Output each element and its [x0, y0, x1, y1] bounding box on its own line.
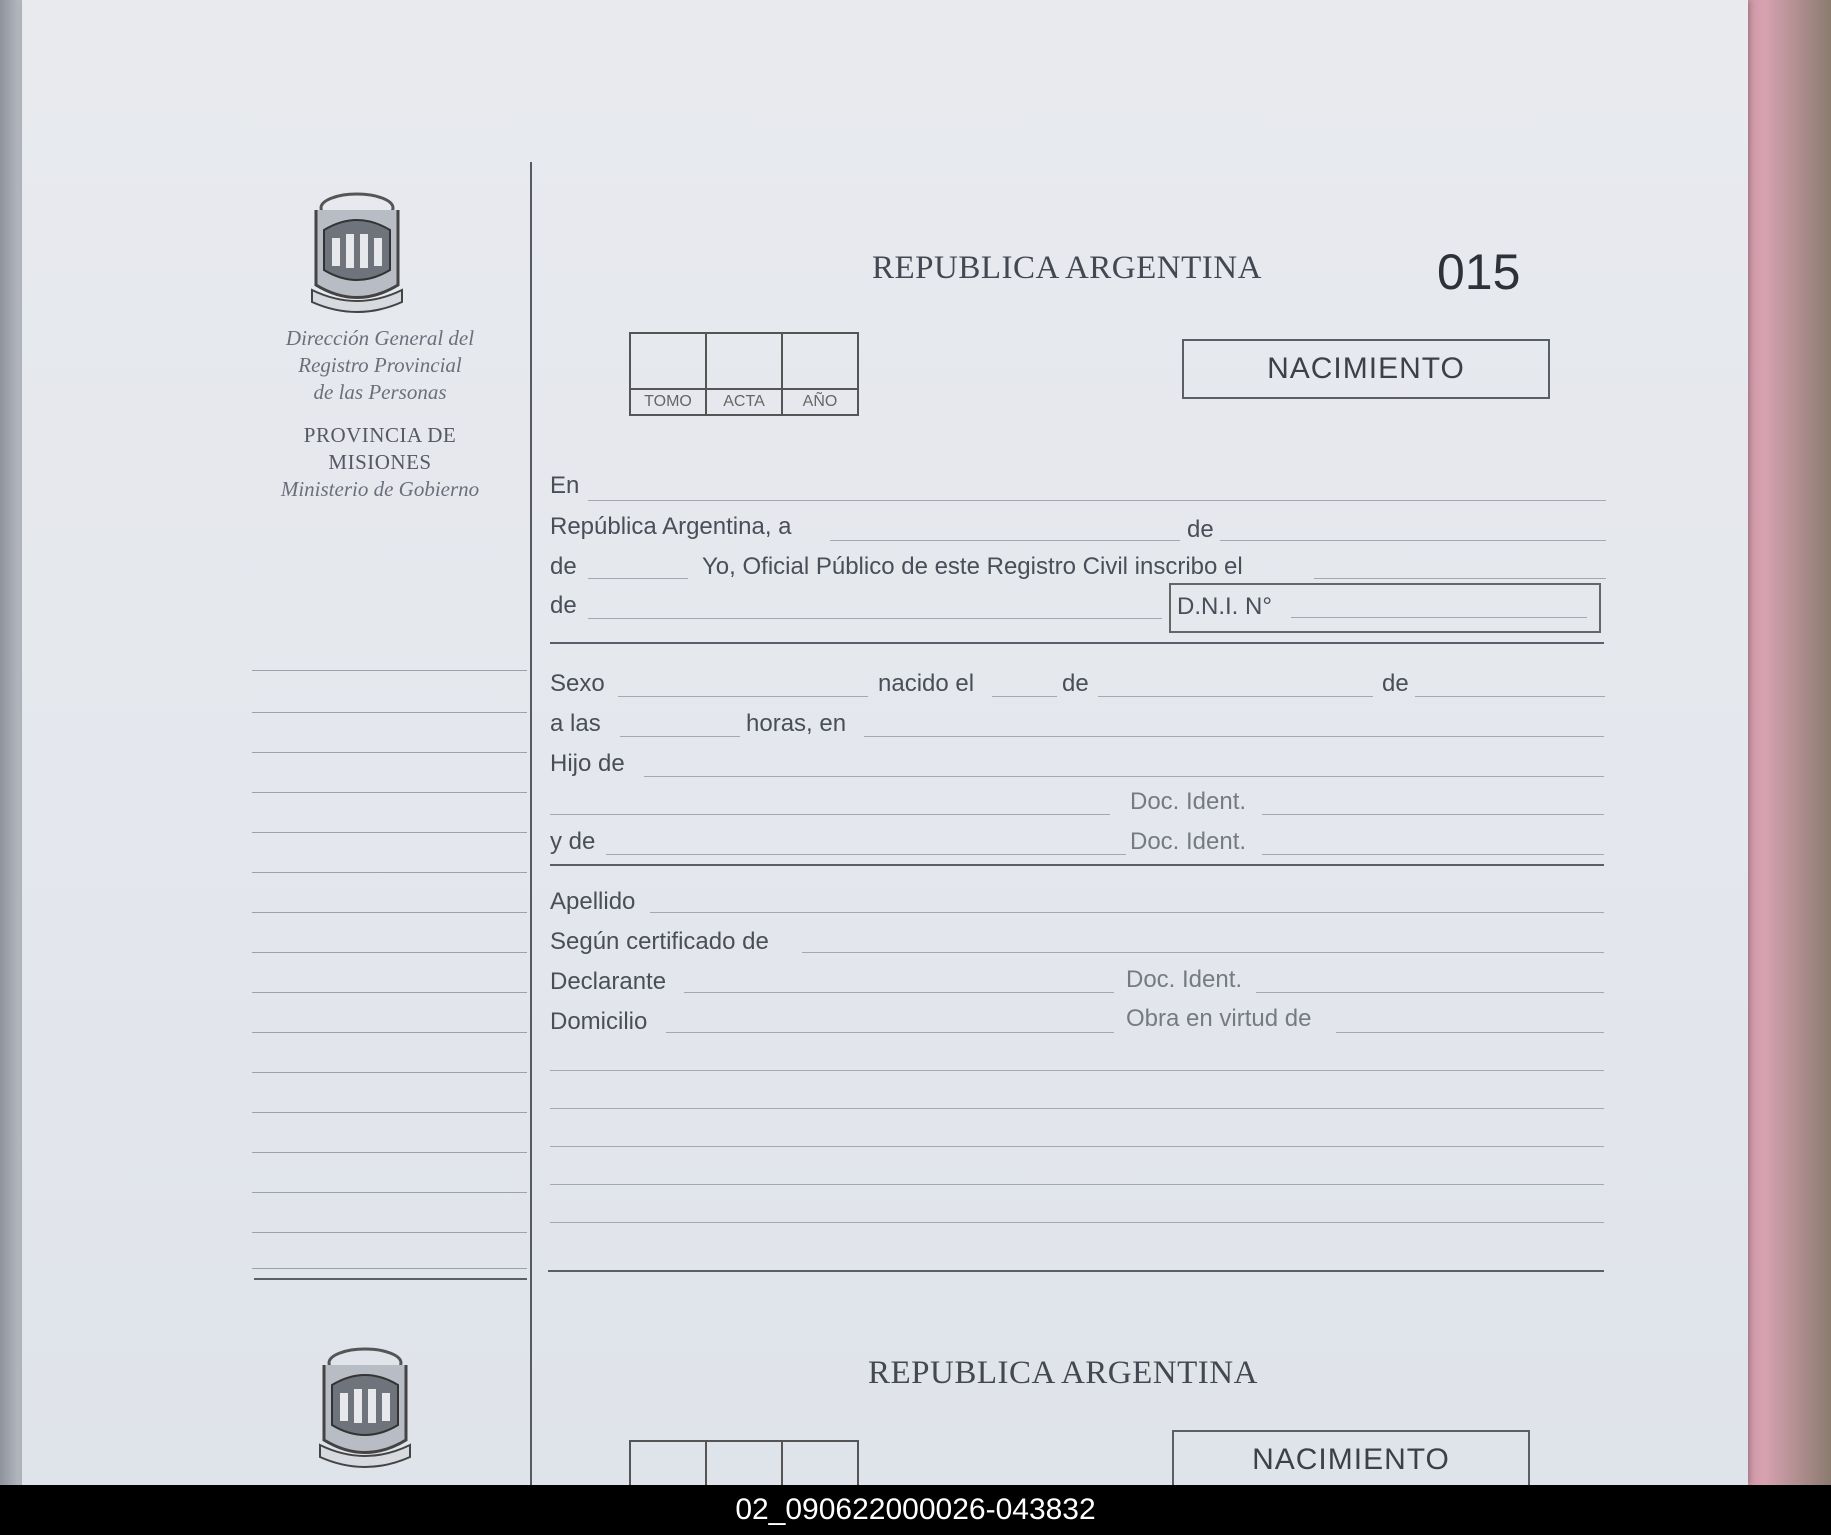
record-type-box-2: NACIMIENTO — [1172, 1430, 1530, 1492]
field-domicilio[interactable] — [666, 1032, 1114, 1033]
field-padre-cont[interactable] — [550, 814, 1110, 815]
observation-line[interactable] — [550, 1146, 1604, 1147]
stub-line[interactable] — [252, 1112, 527, 1113]
field-inscripcion[interactable] — [1314, 578, 1606, 579]
form-number: 015 — [1437, 244, 1521, 300]
stub-line[interactable] — [252, 1152, 527, 1153]
field-declarante-doc[interactable] — [1256, 992, 1604, 993]
field-padre[interactable] — [644, 776, 1604, 777]
observation-line[interactable] — [550, 1070, 1604, 1071]
label-doc-ident-2: Doc. Ident. — [1130, 828, 1247, 855]
tomo-label: TOMO — [631, 388, 705, 414]
stub-line[interactable] — [252, 712, 527, 713]
stub-line[interactable] — [252, 872, 527, 873]
label-sexo: Sexo — [550, 670, 605, 697]
field-hora[interactable] — [620, 736, 740, 737]
department-line-2: Registro Provincial — [298, 353, 462, 377]
registration-boxes — [629, 332, 859, 416]
stub-line[interactable] — [252, 912, 527, 913]
label-alas: a las — [550, 710, 601, 737]
field-declarante[interactable] — [684, 992, 1114, 993]
department-line-3: de las Personas — [313, 380, 447, 404]
department-line-1: Dirección General del — [285, 326, 475, 350]
acta-label: ACTA — [707, 388, 781, 414]
label-y-de: y de — [550, 828, 596, 855]
stub-line[interactable] — [252, 832, 527, 833]
form-title: REPUBLICA ARGENTINA — [872, 250, 1262, 286]
label-de-4: de — [1062, 670, 1089, 697]
label-nacido: nacido el — [878, 670, 975, 697]
stub-line[interactable] — [252, 1032, 527, 1033]
label-de-5: de — [1382, 670, 1409, 697]
field-madre-doc[interactable] — [1262, 854, 1604, 855]
field-anio[interactable] — [588, 578, 688, 579]
image-caption: 02_090622000026-043832 — [0, 1485, 1831, 1535]
field-nacido-mes[interactable] — [1098, 696, 1373, 697]
stub-line[interactable] — [252, 1232, 527, 1233]
label-doc-ident-3: Doc. Ident. — [1126, 966, 1243, 993]
misiones-emblem-icon — [302, 190, 412, 315]
stub-line[interactable] — [252, 1268, 527, 1269]
field-mes[interactable] — [1220, 540, 1606, 541]
province-line-1: PROVINCIA DE — [303, 423, 457, 447]
misiones-emblem-icon — [310, 1345, 420, 1470]
label-declarante: Declarante — [550, 968, 667, 995]
label-obra: Obra en virtud de — [1126, 1005, 1312, 1032]
field-padre-doc[interactable] — [1262, 814, 1604, 815]
ano-box[interactable] — [783, 334, 857, 414]
stub-line[interactable] — [252, 952, 527, 953]
stub-department-text — [250, 325, 510, 503]
section-rule-1 — [550, 642, 1604, 644]
form-2-title: REPUBLICA ARGENTINA — [868, 1355, 1258, 1391]
stub-line[interactable] — [252, 1192, 527, 1193]
record-type-box: NACIMIENTO — [1182, 339, 1550, 399]
acta-box[interactable] — [707, 334, 783, 414]
observation-line[interactable] — [550, 1184, 1604, 1185]
observation-line[interactable] — [550, 1108, 1604, 1109]
field-madre[interactable] — [606, 854, 1126, 855]
field-dni[interactable] — [1291, 617, 1587, 618]
stub-line[interactable] — [252, 1072, 527, 1073]
label-de-1: de — [1187, 516, 1214, 543]
form-bottom-rule — [548, 1270, 1604, 1272]
field-sexo[interactable] — [618, 696, 868, 697]
dni-box[interactable] — [1169, 583, 1601, 633]
label-horas: horas, en — [746, 710, 847, 737]
registry-form-page — [22, 0, 1748, 1485]
field-dia[interactable] — [830, 540, 1180, 541]
field-certificado[interactable] — [802, 952, 1604, 953]
observation-line[interactable] — [550, 1222, 1604, 1223]
stub-line[interactable] — [252, 792, 527, 793]
stub-divider — [530, 162, 532, 1492]
label-doc-ident-1: Doc. Ident. — [1130, 788, 1247, 815]
field-lugar-nacimiento[interactable] — [864, 736, 1604, 737]
stub-line[interactable] — [252, 752, 527, 753]
label-domicilio: Domicilio — [550, 1008, 648, 1035]
field-apellido[interactable] — [650, 912, 1604, 913]
label-hijo: Hijo de — [550, 750, 625, 777]
field-obra[interactable] — [1336, 1032, 1604, 1033]
label-en: En — [550, 472, 580, 499]
province-line-2: MISIONES — [328, 450, 432, 474]
stub-bottom-rule — [254, 1278, 527, 1280]
field-nacido-anio[interactable] — [1415, 696, 1605, 697]
section-rule-2 — [550, 864, 1604, 866]
stub-line[interactable] — [252, 992, 527, 993]
label-apellido: Apellido — [550, 888, 636, 915]
label-oficial: Yo, Oficial Público de este Registro Civil inscribo el — [702, 553, 1243, 580]
label-republica: República Argentina, a — [550, 513, 792, 540]
label-dni: D.N.I. N° — [1177, 593, 1272, 620]
field-nombre-inscripto[interactable] — [588, 618, 1162, 619]
field-nacido-dia[interactable] — [992, 696, 1057, 697]
tomo-box[interactable] — [631, 334, 707, 414]
label-de-2: de — [550, 553, 577, 580]
field-lugar[interactable] — [588, 500, 1606, 501]
ano-label: AÑO — [783, 388, 857, 414]
label-segun: Según certificado de — [550, 928, 769, 955]
label-de-3: de — [550, 592, 577, 619]
stub-line[interactable] — [252, 670, 527, 671]
ministry-line: Ministerio de Gobierno — [280, 477, 480, 501]
